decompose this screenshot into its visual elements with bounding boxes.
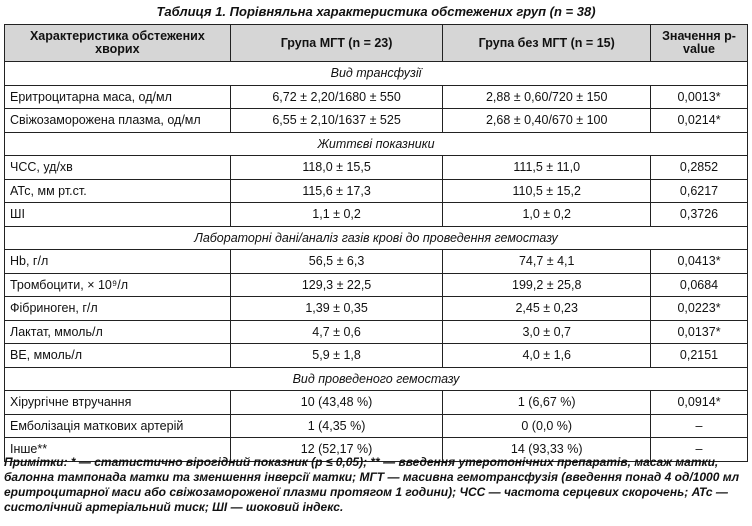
value-mgt: 6,72 ± 2,20/1680 ± 550 (230, 85, 443, 109)
section-row (5, 367, 748, 391)
value-no-mgt: 111,5 ± 11,0 (443, 156, 651, 180)
value-p: 0,6217 (651, 179, 748, 203)
row-label: АТс, мм рт.ст. (5, 179, 231, 203)
table-row (5, 273, 748, 297)
value-no-mgt: 0 (0,0 %) (443, 414, 651, 438)
value-mgt: 1,1 ± 0,2 (230, 203, 443, 227)
section-row (5, 62, 748, 86)
value-no-mgt: 2,88 ± 0,60/720 ± 150 (443, 85, 651, 109)
value-no-mgt: 4,0 ± 1,6 (443, 344, 651, 368)
section-title: Лабораторні дані/аналіз газів крові до проведення гемостазу (5, 226, 748, 250)
header-characteristic: Характеристика обстежених хворих (5, 25, 231, 62)
value-mgt: 10 (43,48 %) (230, 391, 443, 415)
row-label: Інше** (5, 438, 231, 462)
row-label: Фібриноген, г/л (5, 297, 231, 321)
value-p: 0,0013* (651, 85, 748, 109)
table-row (5, 250, 748, 274)
value-p: – (651, 438, 748, 462)
value-p: 0,0223* (651, 297, 748, 321)
value-no-mgt: 1 (6,67 %) (443, 391, 651, 415)
value-p: 0,2151 (651, 344, 748, 368)
value-mgt: 1,39 ± 0,35 (230, 297, 443, 321)
header-group-mgt: Група МГТ (n = 23) (230, 25, 443, 62)
section-title: Життєві показники (5, 132, 748, 156)
value-p: 0,0137* (651, 320, 748, 344)
value-mgt: 1 (4,35 %) (230, 414, 443, 438)
row-label: Хірургічне втручання (5, 391, 231, 415)
value-no-mgt: 2,68 ± 0,40/670 ± 100 (443, 109, 651, 133)
table-row (5, 85, 748, 109)
table-row (5, 297, 748, 321)
table-row (5, 156, 748, 180)
section-row (5, 132, 748, 156)
row-label: BE, ммоль/л (5, 344, 231, 368)
value-no-mgt: 14 (93,33 %) (443, 438, 651, 462)
value-no-mgt: 74,7 ± 4,1 (443, 250, 651, 274)
value-mgt: 56,5 ± 6,3 (230, 250, 443, 274)
table-notes: Примітки: * — статистично вірогідний показник (p ≤ 0,05); ** — введення утеротонічних препаратів, масаж матки, балонна тампонада матки та зменшення інверсії матки; МГТ — масивна гемотрансфузія (введення понад 4 од/1000 мл еритроцитарної маси або свіжозамороженої плазми протягом 1 години); ЧСС — частота серцевих скорочень; АТс — систолічний артеріальний тиск; ШІ — шоковий індекс. (4, 455, 740, 514)
value-mgt: 115,6 ± 17,3 (230, 179, 443, 203)
row-label: Тромбоцити, × 10⁹/л (5, 273, 231, 297)
value-p: 0,0413* (651, 250, 748, 274)
value-mgt: 129,3 ± 22,5 (230, 273, 443, 297)
row-label: Емболізація маткових артерій (5, 414, 231, 438)
row-label: Свіжозаморожена плазма, од/мл (5, 109, 231, 133)
value-mgt: 5,9 ± 1,8 (230, 344, 443, 368)
table-row (5, 414, 748, 438)
value-no-mgt: 110,5 ± 15,2 (443, 179, 651, 203)
row-label: ЧСС, уд/хв (5, 156, 231, 180)
value-p: 0,2852 (651, 156, 748, 180)
table-row (5, 320, 748, 344)
value-p: 0,0914* (651, 391, 748, 415)
table-row (5, 179, 748, 203)
section-title: Вид проведеного гемостазу (5, 367, 748, 391)
header-p-value: Значення p-value (651, 25, 748, 62)
value-no-mgt: 1,0 ± 0,2 (443, 203, 651, 227)
table-title: Таблиця 1. Порівняльна характеристика обстежених груп (n = 38) (156, 4, 596, 19)
value-no-mgt: 199,2 ± 25,8 (443, 273, 651, 297)
comparison-table (4, 24, 748, 462)
header-row (5, 25, 748, 62)
value-mgt: 6,55 ± 2,10/1637 ± 525 (230, 109, 443, 133)
value-no-mgt: 2,45 ± 0,23 (443, 297, 651, 321)
section-title: Вид трансфузії (5, 62, 748, 86)
value-p: 0,0214* (651, 109, 748, 133)
value-p: – (651, 414, 748, 438)
row-label: Лактат, ммоль/л (5, 320, 231, 344)
row-label: Еритроцитарна маса, од/мл (5, 85, 231, 109)
section-row (5, 226, 748, 250)
table-row (5, 109, 748, 133)
value-mgt: 12 (52,17 %) (230, 438, 443, 462)
table-row (5, 203, 748, 227)
table-row (5, 344, 748, 368)
row-label: Hb, г/л (5, 250, 231, 274)
table-row (5, 391, 748, 415)
value-no-mgt: 3,0 ± 0,7 (443, 320, 651, 344)
row-label: ШІ (5, 203, 231, 227)
value-mgt: 118,0 ± 15,5 (230, 156, 443, 180)
value-p: 0,0684 (651, 273, 748, 297)
value-mgt: 4,7 ± 0,6 (230, 320, 443, 344)
header-group-no-mgt: Група без МГТ (n = 15) (443, 25, 651, 62)
value-p: 0,3726 (651, 203, 748, 227)
table-body (5, 62, 748, 462)
